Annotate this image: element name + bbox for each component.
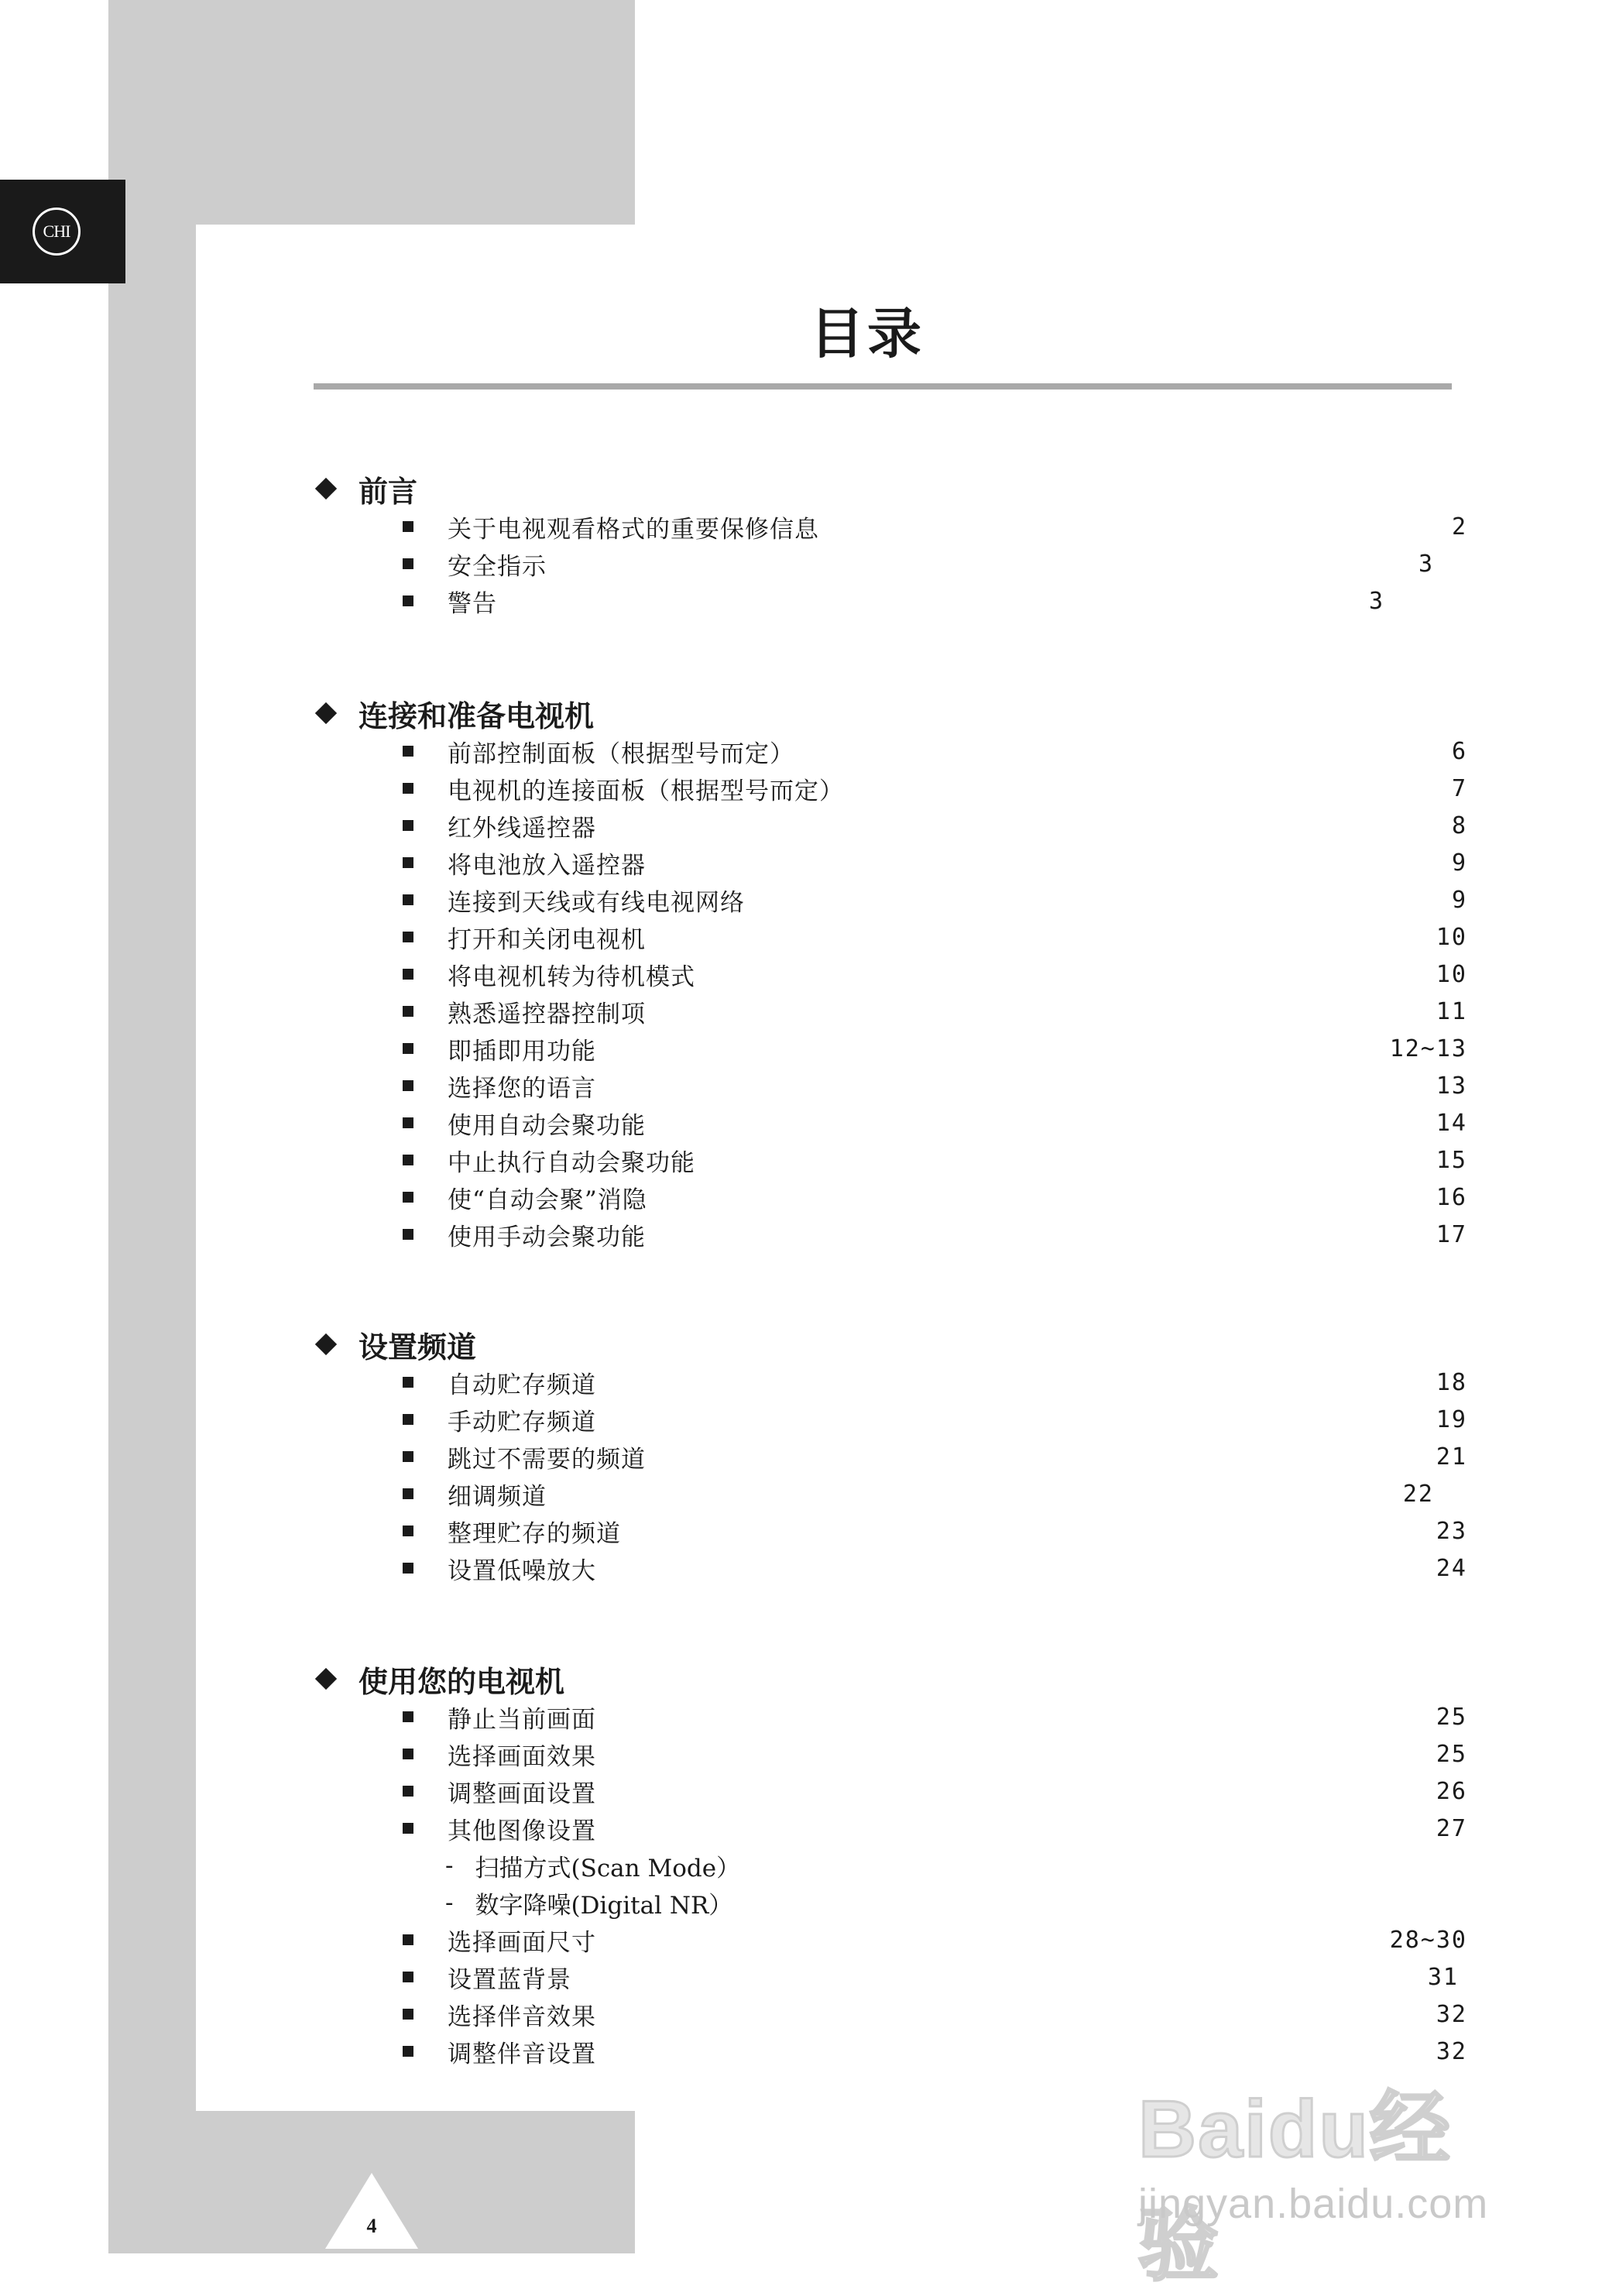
section-heading bbox=[314, 693, 594, 733]
entry-label: 自动贮存频道 bbox=[448, 1371, 596, 1399]
entry-label: 连接到天线或有线电视网络 bbox=[448, 888, 745, 917]
toc-entry[interactable] bbox=[403, 1179, 1467, 1216]
dot-leader bbox=[607, 1560, 1373, 1576]
entry-label: 熟悉遥控器控制项 bbox=[448, 1000, 646, 1028]
square-bullet-icon bbox=[403, 2046, 413, 2057]
square-bullet-icon bbox=[403, 1117, 413, 1128]
toc-entry[interactable] bbox=[403, 993, 1467, 1030]
square-bullet-icon bbox=[403, 1229, 413, 1240]
square-bullet-icon bbox=[403, 857, 413, 868]
entry-page: 6 bbox=[1451, 737, 1467, 765]
dot-leader bbox=[607, 1375, 1373, 1390]
square-bullet-icon bbox=[403, 1451, 413, 1462]
toc-entry[interactable] bbox=[403, 1030, 1467, 1067]
dot-leader bbox=[805, 743, 1373, 759]
entry-page: 32 bbox=[1436, 2000, 1467, 2028]
toc-entry[interactable] bbox=[403, 1141, 1467, 1179]
gray-left-band bbox=[108, 0, 196, 2253]
language-badge: CHI bbox=[33, 208, 81, 256]
section-title: 使用您的电视机 bbox=[358, 1664, 565, 1699]
square-bullet-icon bbox=[403, 1711, 413, 1722]
square-bullet-icon bbox=[403, 595, 413, 606]
entry-page: 9 bbox=[1451, 849, 1467, 877]
entry-label: 红外线遥控器 bbox=[448, 814, 596, 843]
entry-page: 3 bbox=[1418, 550, 1434, 578]
square-bullet-icon bbox=[403, 1080, 413, 1091]
subitem-label: 数字降噪(Digital NR） bbox=[475, 1891, 733, 1920]
toc-entry[interactable] bbox=[403, 844, 1467, 881]
section-heading bbox=[314, 468, 417, 509]
toc-entry[interactable] bbox=[403, 1698, 1467, 1735]
square-bullet-icon bbox=[403, 746, 413, 757]
toc-entry[interactable] bbox=[403, 1921, 1467, 1958]
section-heading bbox=[314, 1659, 564, 1699]
dash-bullet: - bbox=[445, 1889, 454, 1917]
entry-page: 28~30 bbox=[1389, 1926, 1467, 1954]
toc-entry[interactable] bbox=[403, 770, 1467, 807]
dot-leader bbox=[706, 1152, 1373, 1168]
toc-entry[interactable] bbox=[403, 1550, 1467, 1587]
toc-entry[interactable] bbox=[403, 1216, 1467, 1253]
toc-entry[interactable] bbox=[403, 1364, 1467, 1401]
toc-subitem[interactable] bbox=[445, 1847, 740, 1884]
square-bullet-icon bbox=[403, 1786, 413, 1797]
square-bullet-icon bbox=[403, 783, 413, 794]
watermark bbox=[1138, 2033, 1510, 2291]
entry-page: 26 bbox=[1436, 1777, 1467, 1805]
entry-page: 25 bbox=[1436, 1740, 1467, 1768]
toc-entry[interactable] bbox=[403, 1996, 1467, 2033]
dot-leader bbox=[607, 1078, 1373, 1093]
section-title: 前言 bbox=[358, 474, 418, 509]
dot-leader bbox=[657, 1227, 1373, 1242]
diamond-bullet-icon bbox=[315, 702, 337, 724]
square-bullet-icon bbox=[403, 521, 413, 532]
dot-leader bbox=[607, 1412, 1373, 1427]
entry-page: 7 bbox=[1451, 774, 1467, 802]
entry-label: 选择画面尺寸 bbox=[448, 1928, 596, 1957]
entry-page: 21 bbox=[1436, 1443, 1467, 1471]
entry-page: 9 bbox=[1451, 886, 1467, 914]
square-bullet-icon bbox=[403, 1155, 413, 1165]
section-title: 连接和准备电视机 bbox=[358, 698, 595, 733]
dot-leader bbox=[706, 966, 1373, 982]
title-divider bbox=[314, 383, 1452, 390]
entry-page: 11 bbox=[1436, 997, 1467, 1025]
entry-label: 打开和关闭电视机 bbox=[448, 925, 646, 954]
section-heading bbox=[314, 1324, 476, 1364]
dot-leader bbox=[855, 781, 1373, 796]
toc-entry[interactable] bbox=[403, 733, 1467, 770]
entry-page: 12~13 bbox=[1389, 1035, 1467, 1062]
square-bullet-icon bbox=[403, 969, 413, 980]
dot-leader bbox=[607, 818, 1373, 833]
toc-entry[interactable] bbox=[403, 1104, 1467, 1141]
dot-leader bbox=[657, 929, 1373, 945]
toc-entry[interactable] bbox=[403, 1438, 1467, 1475]
entry-label: 其他图像设置 bbox=[448, 1817, 596, 1845]
entry-page: 18 bbox=[1436, 1368, 1467, 1396]
entry-page: 32 bbox=[1436, 2037, 1467, 2065]
square-bullet-icon bbox=[403, 1414, 413, 1425]
entry-label: 将电视机转为待机模式 bbox=[448, 963, 695, 991]
entry-label: 选择您的语言 bbox=[448, 1074, 596, 1103]
entry-label: 安全指示 bbox=[448, 552, 547, 581]
entry-page: 14 bbox=[1436, 1109, 1467, 1137]
toc-entry[interactable] bbox=[403, 1773, 1467, 1810]
square-bullet-icon bbox=[403, 1043, 413, 1054]
square-bullet-icon bbox=[403, 894, 413, 905]
square-bullet-icon bbox=[403, 1377, 413, 1388]
dot-leader bbox=[607, 1783, 1373, 1799]
entry-page: 27 bbox=[1436, 1814, 1467, 1842]
dot-leader bbox=[657, 1449, 1373, 1464]
dot-leader bbox=[508, 593, 1290, 609]
entry-label: 选择画面效果 bbox=[448, 1742, 596, 1771]
dot-leader bbox=[557, 556, 1340, 571]
entry-label: 警告 bbox=[448, 589, 497, 618]
square-bullet-icon bbox=[403, 1192, 413, 1203]
entry-label: 使“自动会聚”消隐 bbox=[448, 1186, 647, 1214]
dot-leader bbox=[607, 1746, 1373, 1762]
entry-page: 23 bbox=[1436, 1517, 1467, 1545]
square-bullet-icon bbox=[403, 1749, 413, 1759]
entry-label: 整理贮存的频道 bbox=[448, 1519, 621, 1548]
entry-label: 中止执行自动会聚功能 bbox=[448, 1148, 695, 1177]
section-title: 设置频道 bbox=[358, 1330, 477, 1364]
entry-label: 电视机的连接面板（根据型号而定） bbox=[448, 777, 844, 805]
toc-entry[interactable] bbox=[403, 1958, 1467, 1996]
dot-leader bbox=[607, 1932, 1373, 1948]
square-bullet-icon bbox=[403, 1823, 413, 1834]
entry-label: 调整伴音设置 bbox=[448, 2040, 596, 2068]
entry-label: 关于电视观看格式的重要保修信息 bbox=[448, 515, 819, 544]
toc-entry[interactable] bbox=[403, 545, 1467, 582]
toc-entry[interactable] bbox=[403, 881, 1467, 918]
square-bullet-icon bbox=[403, 1006, 413, 1017]
entry-label: 即插即用功能 bbox=[448, 1037, 596, 1066]
entry-label: 静止当前画面 bbox=[448, 1705, 596, 1734]
watermark-brand: Baidu经验 bbox=[1138, 2085, 1452, 2291]
page-title: 目录 bbox=[810, 302, 924, 366]
entry-page: 10 bbox=[1436, 923, 1467, 951]
dot-leader bbox=[557, 1486, 1340, 1501]
entry-label: 跳过不需要的频道 bbox=[448, 1445, 646, 1474]
entry-label: 使用自动会聚功能 bbox=[448, 1111, 646, 1140]
dot-leader bbox=[607, 1709, 1373, 1725]
dash-bullet: - bbox=[445, 1852, 454, 1879]
dot-leader bbox=[657, 1115, 1373, 1131]
toc-entry[interactable] bbox=[403, 582, 1467, 619]
dot-leader bbox=[607, 1041, 1373, 1056]
toc-entry[interactable] bbox=[403, 956, 1467, 993]
dot-leader bbox=[607, 2006, 1373, 2022]
dot-leader bbox=[830, 519, 1373, 534]
diamond-bullet-icon bbox=[315, 1333, 337, 1355]
square-bullet-icon bbox=[403, 2009, 413, 2020]
entry-page: 8 bbox=[1451, 812, 1467, 839]
dot-leader bbox=[658, 1189, 1373, 1205]
toc-entry[interactable] bbox=[403, 918, 1467, 956]
dot-leader bbox=[632, 1523, 1373, 1539]
entry-label: 设置低噪放大 bbox=[448, 1556, 596, 1585]
square-bullet-icon bbox=[403, 1526, 413, 1536]
square-bullet-icon bbox=[403, 1934, 413, 1945]
diamond-bullet-icon bbox=[315, 1668, 337, 1690]
watermark-url: jingyan.baidu.com bbox=[1138, 2181, 1489, 2227]
entry-label: 使用手动会聚功能 bbox=[448, 1223, 646, 1251]
dot-leader bbox=[607, 1821, 1373, 1836]
entry-page: 19 bbox=[1436, 1405, 1467, 1433]
toc-entry[interactable] bbox=[403, 1475, 1467, 1512]
entry-page: 10 bbox=[1436, 960, 1467, 988]
entry-page: 22 bbox=[1402, 1480, 1434, 1508]
toc-entry[interactable] bbox=[403, 1512, 1467, 1550]
square-bullet-icon bbox=[403, 1563, 413, 1574]
entry-label: 设置蓝背景 bbox=[448, 1965, 571, 1994]
entry-page: 31 bbox=[1427, 1963, 1459, 1991]
entry-page: 3 bbox=[1368, 587, 1384, 615]
toc-entry[interactable] bbox=[403, 1810, 1467, 1847]
entry-page: 17 bbox=[1436, 1220, 1467, 1248]
toc-entry[interactable] bbox=[403, 1401, 1467, 1438]
toc-entry[interactable] bbox=[403, 1735, 1467, 1773]
entry-page: 2 bbox=[1451, 513, 1467, 541]
toc-subitem[interactable] bbox=[445, 1884, 732, 1921]
toc-entry[interactable] bbox=[403, 1067, 1467, 1104]
square-bullet-icon bbox=[403, 1972, 413, 1982]
entry-page: 16 bbox=[1436, 1183, 1467, 1211]
entry-label: 将电池放入遥控器 bbox=[448, 851, 646, 880]
square-bullet-icon bbox=[403, 558, 413, 569]
dot-leader bbox=[582, 1969, 1364, 1985]
dot-leader bbox=[756, 892, 1373, 908]
entry-page: 15 bbox=[1436, 1146, 1467, 1174]
square-bullet-icon bbox=[403, 820, 413, 831]
dot-leader bbox=[657, 855, 1373, 870]
toc-entry[interactable] bbox=[403, 807, 1467, 844]
entry-label: 细调频道 bbox=[448, 1482, 547, 1511]
toc-entry[interactable] bbox=[403, 508, 1467, 545]
entry-label: 调整画面设置 bbox=[448, 1779, 596, 1808]
entry-label: 选择伴音效果 bbox=[448, 2003, 596, 2031]
page-number: 4 bbox=[366, 2215, 377, 2237]
square-bullet-icon bbox=[403, 932, 413, 942]
diamond-bullet-icon bbox=[315, 478, 337, 499]
entry-page: 13 bbox=[1436, 1072, 1467, 1100]
square-bullet-icon bbox=[403, 1488, 413, 1499]
subitem-label: 扫描方式(Scan Mode） bbox=[475, 1854, 741, 1882]
entry-label: 手动贮存频道 bbox=[448, 1408, 596, 1436]
entry-page: 24 bbox=[1436, 1554, 1467, 1582]
entry-page: 25 bbox=[1436, 1703, 1467, 1731]
entry-label: 前部控制面板（根据型号而定） bbox=[448, 740, 794, 768]
dot-leader bbox=[657, 1004, 1373, 1019]
